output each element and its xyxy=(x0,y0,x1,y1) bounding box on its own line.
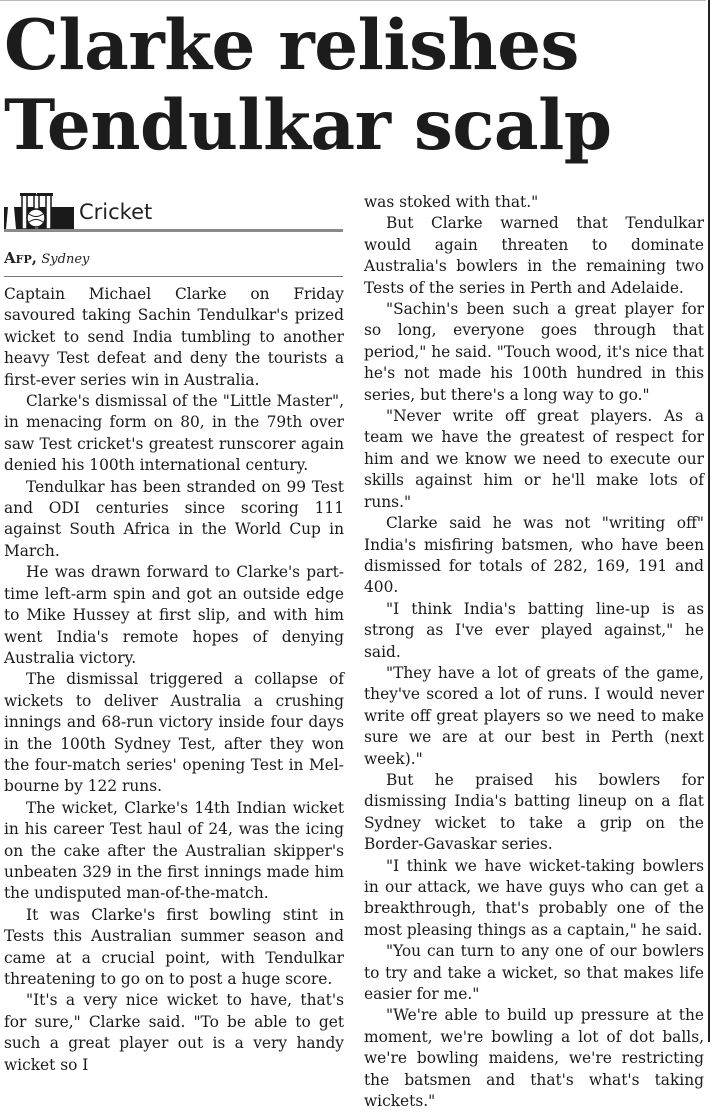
byline-agency: Afp, xyxy=(4,249,37,267)
byline xyxy=(4,249,89,267)
headline: Clarke relishes Tendulkar scalp xyxy=(4,5,612,166)
paragraph: He was drawn forward to Clarke's part-time left-arm spin and got an outside edge to Mike Hussey at first slip, and with him went India's remote hopes of denying Australia victory. xyxy=(4,563,344,667)
section-rule xyxy=(4,229,343,232)
byline-city: Sydney xyxy=(41,252,90,267)
paragraph: "Sachin's been such a great player for so long, everyone goes through that period," he said. "Touch wood, it's nice that he's not made his 100th hundred in this series, but there's a long way to go." xyxy=(364,300,704,404)
paragraph: was stoked with that." xyxy=(364,193,539,211)
article-column-right xyxy=(364,192,704,1112)
cricket-stumps-ball-icon xyxy=(4,193,74,229)
paragraph: It was Clarke's first bowling stint in Tests this Australian summer season and came at a crucial point, with Tendulkar threatening to go on to post a huge score. xyxy=(4,905,344,988)
paragraph: "Never write off great players. As a team we have the greatest of respect for him and we know we need to execute our skills against him or he'll make lots of runs." xyxy=(364,407,704,511)
paragraph: Clarke said he was not "writing off" India's misfiring batsmen, who have been dismissed for totals of 282, 169, 191 and 400. xyxy=(364,514,704,597)
column-rule xyxy=(708,0,710,1042)
paragraph: Tendulkar has been stranded on 99 Test and ODI centuries since scoring 111 against South Africa in the World Cup in March. xyxy=(4,477,344,560)
paragraph: "It's a very nice wicket to have, that's for sure," Clarke said. "To be able to get such a great player out is a very handy wicket so I xyxy=(4,991,344,1074)
paragraph: Captain Michael Clarke on Friday savoured taking Sachin Tendulkar's prized wicket to send India tumbling to another heavy Test defeat and deny the tourists a first-ever series win in Australia. xyxy=(4,285,344,389)
paragraph: Clarke's dismissal of the "Little Master", in menacing form on 80, in the 79th over saw Test cricket's greatest runscorer again denied his 100th international century. xyxy=(4,392,344,475)
paragraph: The wicket, Clarke's 14th Indian wicket in his career Test haul of 24, was the icing on the cake after the Australian skipper's unbeaten 329 in the first innings made him the undisputed man-of-the-match. xyxy=(4,798,344,903)
byline-rule xyxy=(4,276,343,277)
article-column-left xyxy=(4,284,344,1076)
paragraph: "I think India's batting line-up is as strong as I've ever played against," he said. xyxy=(364,599,704,661)
section-label: Cricket xyxy=(79,200,153,224)
paragraph: "I think we have wicket-taking bowlers in our attack, we have guys who can get a breakthrough, that's probably one of the most pleasing things as a captain," he said. xyxy=(364,856,704,939)
paragraph: "We're able to build up pressure at the moment, we're bowling a lot of dot balls, we're bowling maidens, we're restricting the batsmen and that's what's taking wickets." xyxy=(364,1006,704,1111)
paragraph: But Clarke warned that Tendulkar would again threaten to dominate Australia's bowlers in the remaining two Tests of the series in Perth and Adelaide. xyxy=(364,214,704,297)
paragraph: "They have a lot of greats of the game, they've scored a lot of runs. I would never write off great players so we need to make sure we are at our best in Perth (next week)." xyxy=(364,663,704,768)
paragraph: "You can turn to any one of our bowlers to try and take a wicket, so that makes life easier for me." xyxy=(364,942,704,1004)
section-tag xyxy=(4,193,343,233)
paragraph: But he praised his bowlers for dismissing India's batting lineup on a flat Sydney wicket to take a grip on the Border-Gavaskar series. xyxy=(364,770,704,854)
paragraph: The dismissal triggered a collapse of wickets to deliver Australia a crushing innings and 68-run victory inside four days in the 100th Sydney Test, after they won the four-match series' opening Test in Melbourne by 122 runs. xyxy=(4,670,344,796)
top-hairline xyxy=(0,0,706,1)
